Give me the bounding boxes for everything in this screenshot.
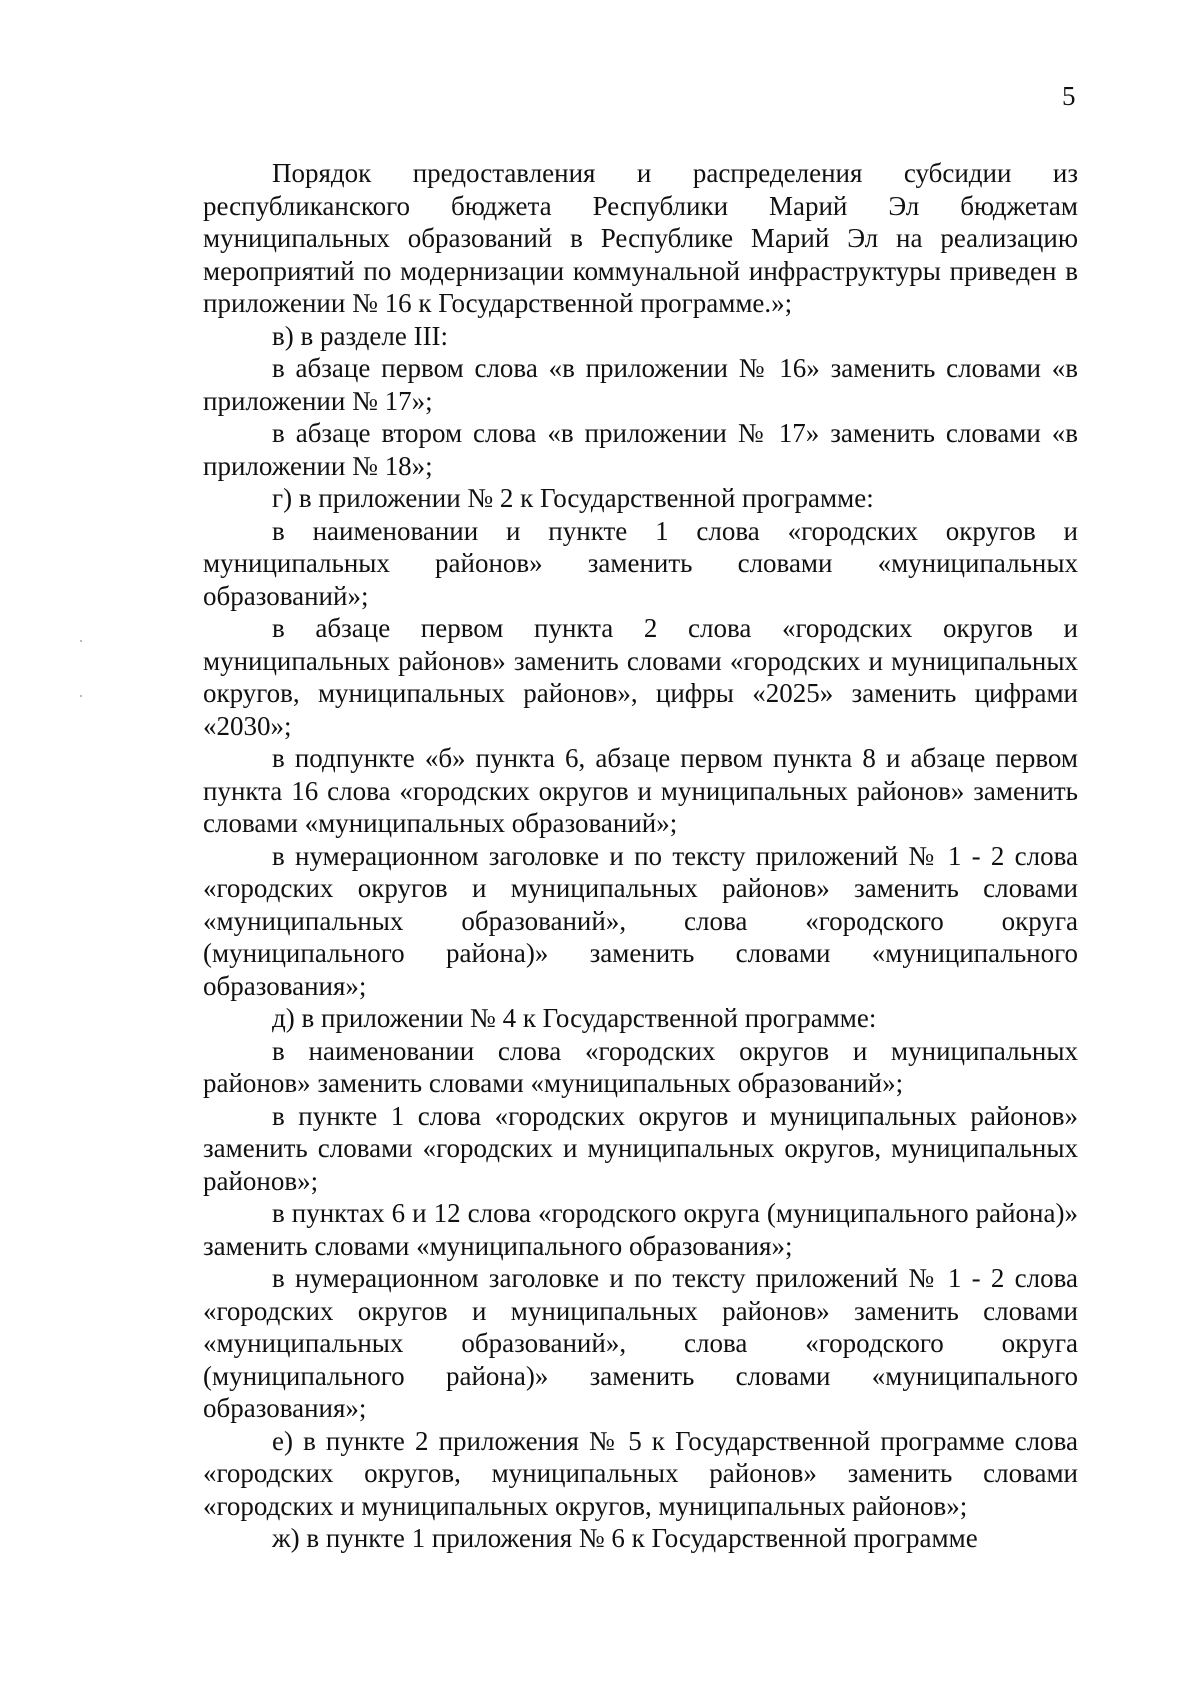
paragraph: в) в разделе III:: [272, 320, 449, 351]
paragraph: в абзаце втором слова «в приложении № 17» заменить словами «в приложении № 18»;: [203, 418, 1078, 481]
page-number: 5: [1062, 81, 1076, 111]
paragraph: в нумерационном заголовке и по тексту приложений № 1 - 2 слова «городских округов и муниципальных районов» заменить словами «муниципальных образований», слова «городского округа (муниципального района)» заменить словами «муниципального образования»;: [203, 1263, 1078, 1423]
paragraph: в наименовании и пункте 1 слова «городских округов и муниципальных районов» заменить словами «муниципальных образований»;: [203, 515, 1078, 611]
paragraph: ж) в пункте 1 приложения № 6 к Государственной программе: [272, 1523, 978, 1553]
paragraph: в нумерационном заголовке и по тексту приложений № 1 - 2 слова «городских округов и муниципальных районов» заменить словами «муниципальных образований», слова «городского округа (муниципального района)» заменить словами «муниципального образования»;: [203, 840, 1078, 1001]
paragraph: е) в пункте 2 приложения № 5 к Государственной программе слова «городских округов, муниципальных районов» заменить словами «городских и муниципальных округов, муниципальных районов»;: [203, 1425, 1078, 1521]
paragraph: г) в приложении № 2 к Государственной программе:: [272, 483, 874, 513]
paragraph: в пункте 1 слова «городских округов и муниципальных районов» заменить словами «городских и муниципальных округов, муниципальных районов»;: [203, 1100, 1078, 1196]
paragraph: в подпункте «б» пункта 6, абзаце первом пункта 8 и абзаце первом пункта 16 слова «городских округов и муниципальных районов» заменить словами «муниципальных образований»;: [203, 743, 1078, 838]
document-body: [203, 157, 1078, 1555]
paragraph: Порядок предоставления и распределения субсидии из республиканского бюджета Республики Марий Эл бюджетам муниципальных образований в Республике Марий Эл на реализацию мероприятий по модернизации коммунальной инфраструктуры приведен в приложении № 16 к Государственной программе.»;: [203, 158, 1078, 318]
paragraph: в наименовании слова «городских округов и муниципальных районов» заменить словами «муниципальных образований»;: [203, 1035, 1078, 1098]
paragraph: в абзаце первом слова «в приложении № 16» заменить словами «в приложении № 17»;: [203, 353, 1078, 416]
scan-artifact: [80, 695, 82, 697]
scan-artifact: [80, 640, 82, 642]
paragraph: в пунктах 6 и 12 слова «городского округа (муниципального района)» заменить словами «муниципального образования»;: [203, 1198, 1078, 1261]
paragraph: д) в приложении № 4 к Государственной программе:: [272, 1003, 877, 1033]
paragraph: в абзаце первом пункта 2 слова «городских округов и муниципальных районов» заменить словами «городских и муниципальных округов, муниципальных районов», цифры «2025» заменить цифрами «2030»;: [203, 613, 1078, 741]
